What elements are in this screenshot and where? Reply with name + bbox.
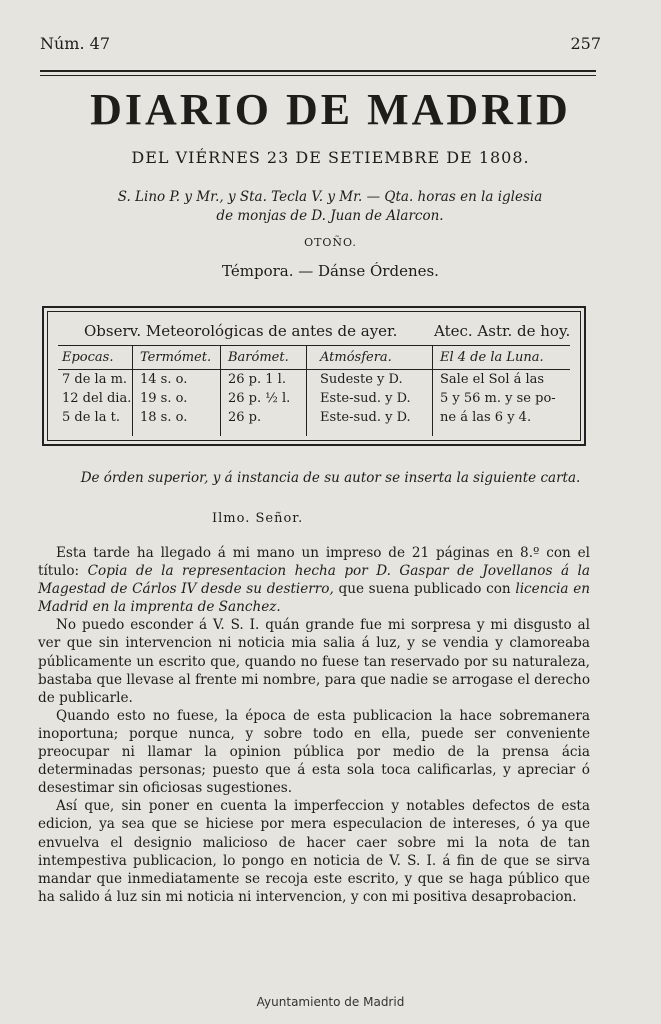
letter-paragraph: No puedo esconder á V. S. I. quán grande fue mi sorpresa y mi disgusto al ver que sin intervencion ni noticia mia salia á luz, y se vendia y clamoreaba públicamente un escrito que, quando no fuese tan reservado por su naturaleza, bastaba que llevase al frente mi nombre, para que nadie se arrogase el derecho de publicarle.	[38, 617, 590, 706]
column-header: Barómet.	[228, 350, 289, 365]
table-cell: 5 y 56 m. y se po-	[440, 391, 556, 406]
table-cell: 14 s. o.	[140, 372, 188, 387]
page-number: 257	[570, 34, 601, 53]
letter-paragraph: Quando esto no fuese, la época de esta publicacion la hace sobremanera inoportuna; porque nunca, y sobre todo en ella, puede ser conveniente preocupar ni llamar la opinion pública por medio de la prensa ácia determinadas personas; puesto que á esta sola toca calificarlas, y apreciar ó desestimar sin oficiosas sugestiones.	[38, 707, 590, 797]
table-cell: Sudeste y D.	[320, 372, 403, 387]
archive-footer: Ayuntamiento de Madrid	[256, 995, 405, 1009]
table-cell: Este-sud. y D.	[320, 391, 411, 406]
letter-italic-title: Copia de la representacion hecha por D. Gaspar de Jovellanos á la Magestad de Cárlos IV desde su destierro,	[38, 563, 591, 598]
column-divider	[306, 346, 307, 436]
header-rule	[40, 70, 596, 72]
column-divider	[132, 346, 133, 436]
letter-text: que suena publicado con	[333, 581, 516, 598]
column-header: Termómet.	[140, 350, 212, 365]
column-barometro	[228, 348, 290, 427]
column-atmosfera	[320, 348, 411, 427]
table-cell: 26 p. 1 l.	[228, 372, 286, 387]
astro-title: Atec. Astr. de hoy.	[434, 322, 571, 340]
table-cell: Este-sud. y D.	[320, 410, 411, 425]
letter-paragraph: Así que, sin poner en cuenta la imperfeccion y notables defectos de esta edicion, ya sea que se hiciese por mera especulacion de intereses, ó ya que envuelva el designio malicioso de hacer caer sobre mi la nota de tan intempestiva publicacion, lo pongo en noticia de V. S. I. á fin de que se sirva mandar que inmediatamente se recoja este escrito, y que se haga público que ha salido á luz sin mi noticia ni intervencion, y con mi positiva desaprobacion.	[38, 798, 590, 905]
saints-of-day	[60, 188, 600, 226]
column-divider	[432, 346, 433, 436]
table-rule	[58, 345, 570, 346]
column-termometro	[140, 348, 211, 427]
column-epocas	[62, 348, 131, 427]
table-cell: 18 s. o.	[140, 410, 188, 425]
table-cell: 26 p.	[228, 410, 262, 425]
weather-table	[42, 306, 586, 446]
saints-line-2: de monjas de D. Juan de Alarcon.	[216, 208, 444, 224]
saints-line-1: S. Lino P. y Mr., y Sta. Tecla V. y Mr. — Qta. horas en la iglesia	[117, 189, 543, 205]
table-cell: Sale el Sol á las	[440, 372, 545, 387]
letter-italic-imprint: licencia en Madrid en la imprenta de Sanchez.	[38, 581, 590, 616]
table-cell: 7 de la m.	[62, 372, 128, 387]
issue-number: Núm. 47	[40, 34, 111, 53]
letter-text: Esta tarde ha llegado á mi mano un impreso de 21 páginas en 8.º con el título:	[38, 545, 590, 580]
letter-body	[38, 544, 590, 906]
masthead-title: DIARIO DE MADRID	[90, 85, 571, 134]
table-cell: 5 de la t.	[62, 410, 120, 425]
table-cell: 19 s. o.	[140, 391, 188, 406]
official-notice: De órden superior, y á instancia de su autor se inserta la siguiente carta.	[80, 470, 581, 486]
salutation: Ilmo. Señor.	[212, 511, 304, 526]
table-cell: 12 del dia.	[62, 391, 132, 406]
temporas-line: Témpora. — Dánse Órdenes.	[222, 262, 439, 280]
column-header: Atmósfera.	[320, 350, 392, 365]
header-rule-thin	[40, 75, 596, 76]
letter-paragraph	[38, 544, 590, 616]
table-cell: 26 p. ½ l.	[228, 391, 291, 406]
season: OTOÑO.	[304, 236, 357, 249]
column-divider	[220, 346, 221, 436]
weather-title: Observ. Meteorológicas de antes de ayer.	[84, 322, 398, 340]
column-header: El 4 de la Luna.	[440, 350, 544, 365]
dateline: DEL VIÉRNES 23 DE SETIEMBRE DE 1808.	[131, 148, 530, 167]
weather-table-inner	[47, 311, 581, 441]
column-luna	[440, 348, 556, 427]
table-cell: ne á las 6 y 4.	[440, 410, 532, 425]
column-header: Epocas.	[62, 350, 114, 365]
